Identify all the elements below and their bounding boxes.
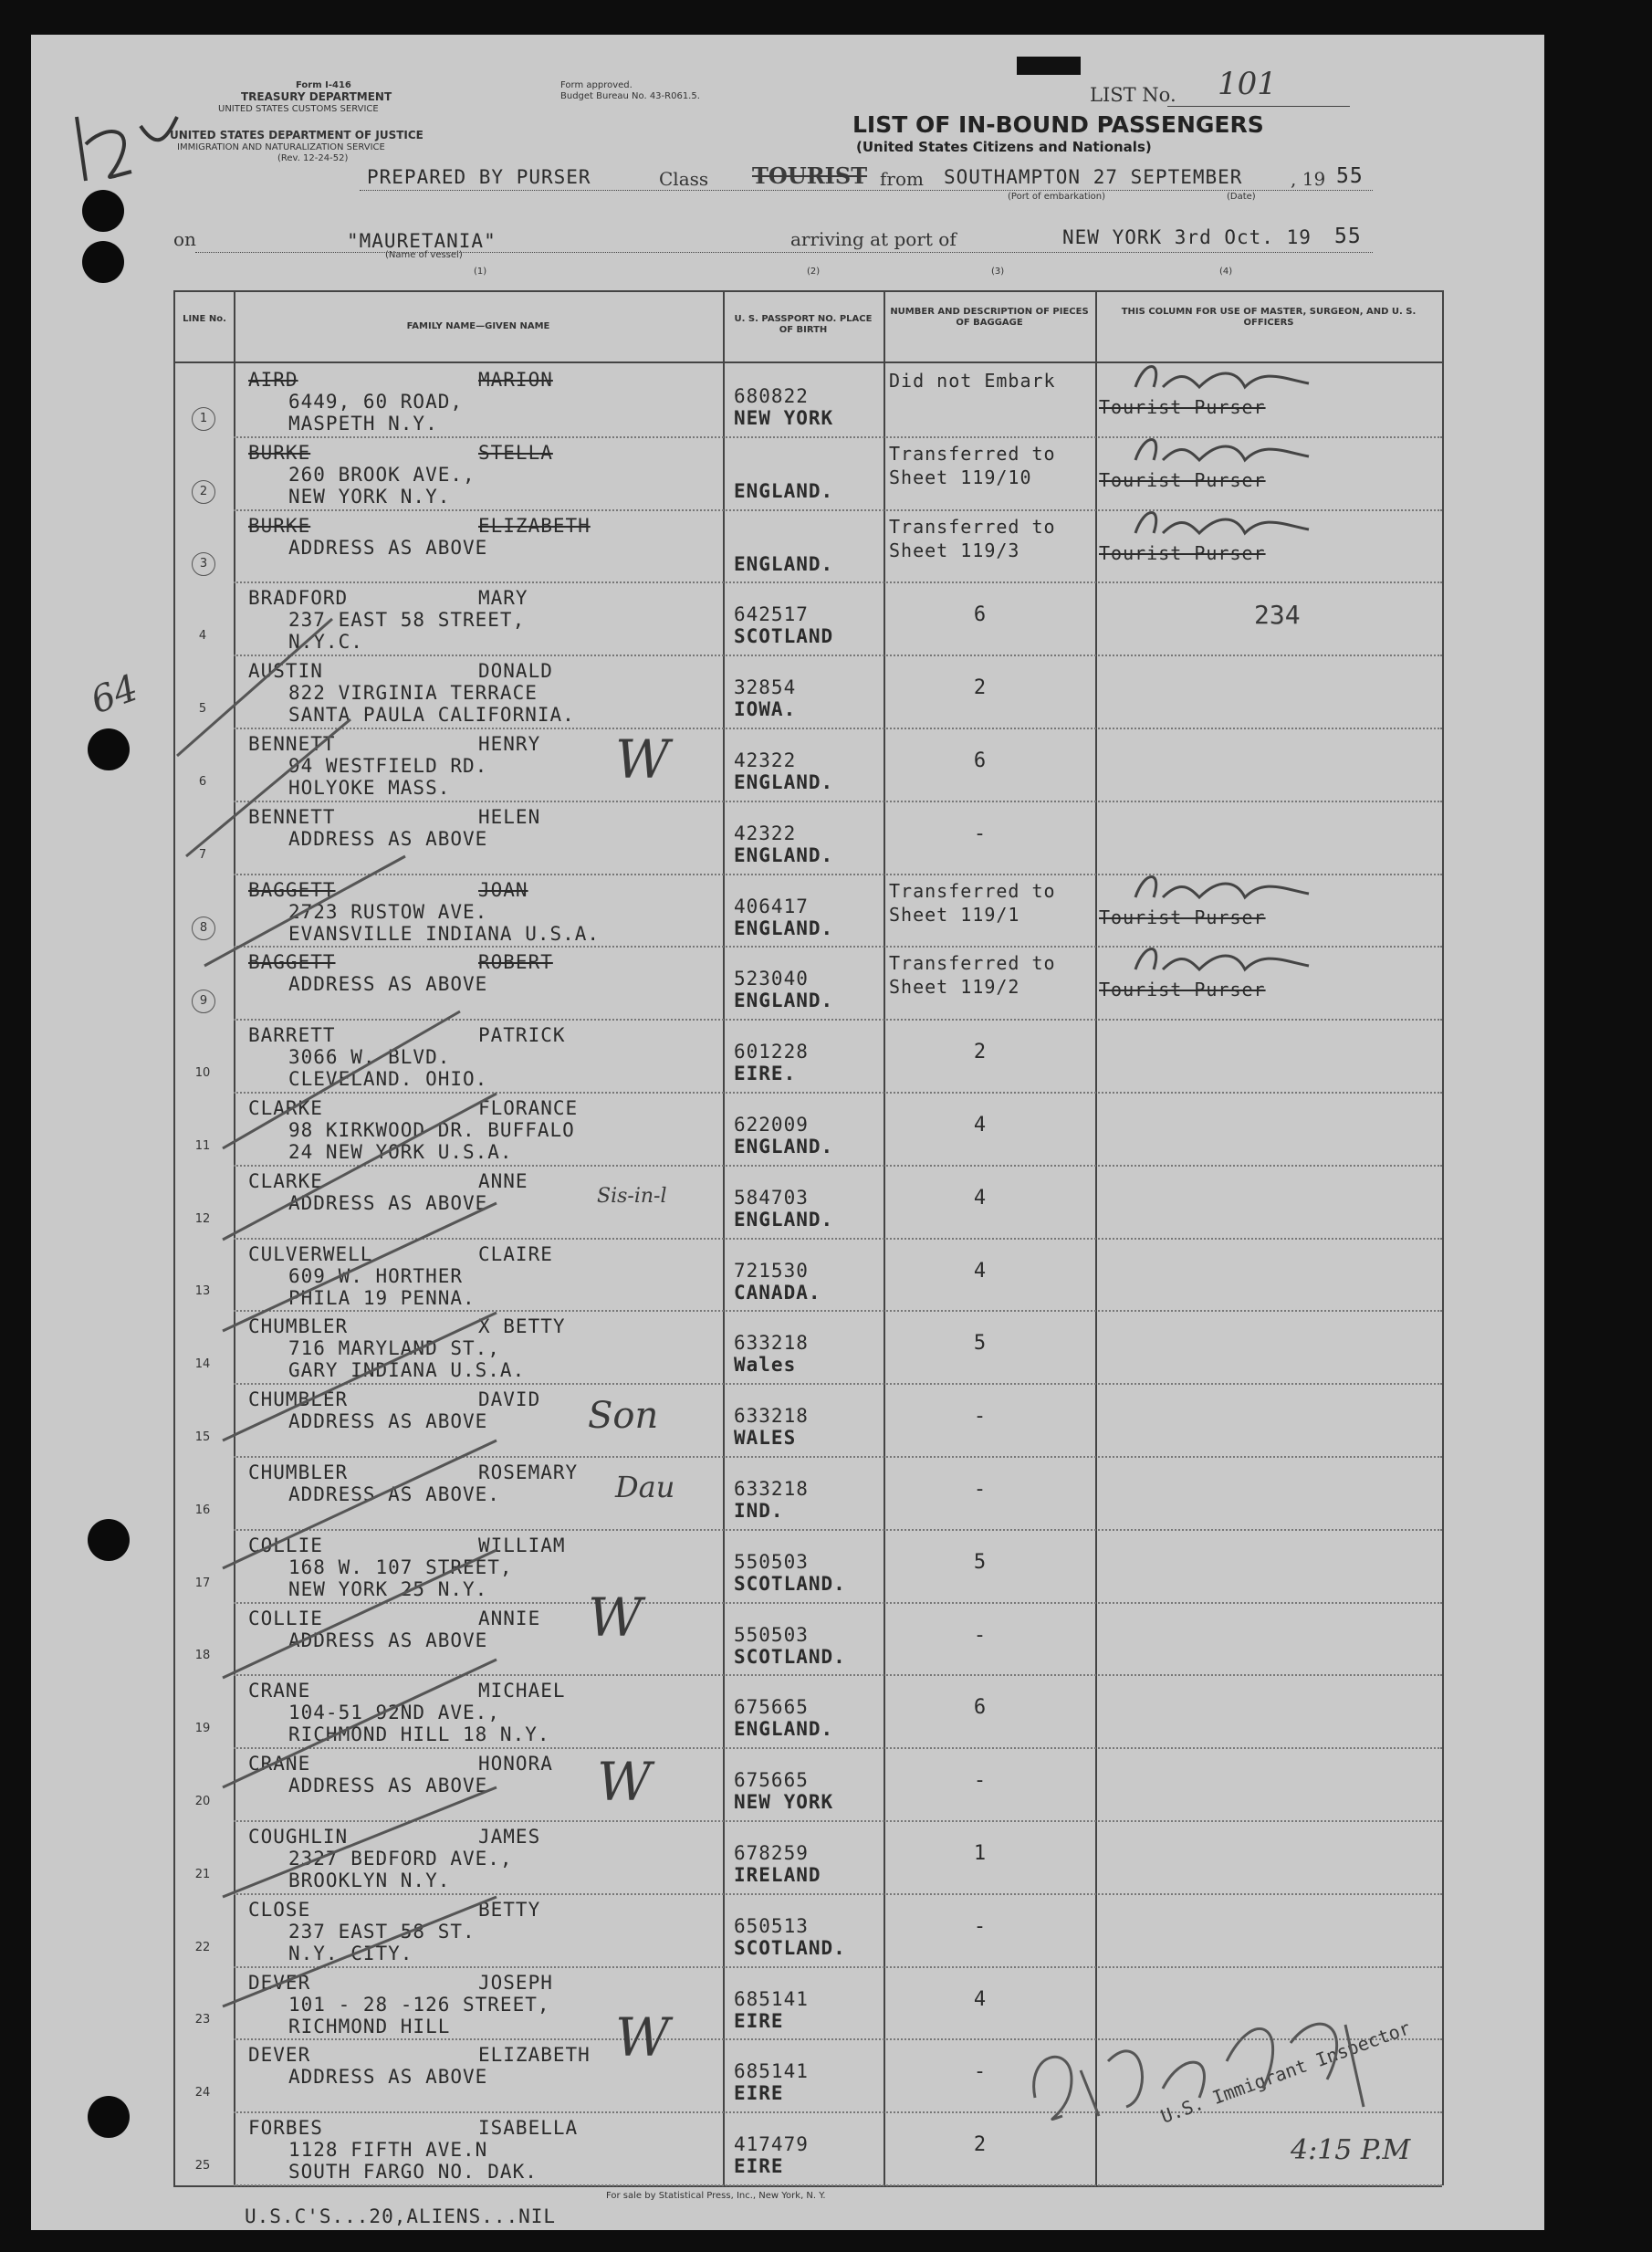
family-name: CLARKE xyxy=(248,1097,323,1119)
baggage-note: Transferred to Sheet 119/10 xyxy=(889,442,1056,488)
baggage-count: 4 xyxy=(973,1987,988,2011)
given-name: MARION xyxy=(478,369,553,391)
address-line-1: ADDRESS AS ABOVE xyxy=(288,1191,488,1214)
address-line-1: 98 KIRKWOOD DR. BUFFALO xyxy=(288,1119,575,1141)
passport-number: 417479 xyxy=(734,2133,809,2156)
baggage-count: 4 xyxy=(973,1114,988,1136)
line-number: 18 xyxy=(194,1649,211,1663)
manifest-page xyxy=(31,35,1544,2230)
line-number: 17 xyxy=(194,1576,211,1590)
baggage-note: Transferred to Sheet 119/3 xyxy=(889,515,1056,561)
given-name: ROBERT xyxy=(478,951,553,974)
from-label: from xyxy=(880,168,924,190)
address-line-1: 6449, 60 ROAD, xyxy=(288,391,464,413)
table-row xyxy=(31,438,1544,511)
family-name: BAGGETT xyxy=(248,951,336,974)
family-name: CRANE xyxy=(248,1753,311,1775)
class-value: TOURIST xyxy=(752,162,868,189)
family-name: DEVER xyxy=(248,2044,311,2067)
year-prefix: , 19 xyxy=(1291,168,1326,190)
passport-number: 622009 xyxy=(734,1114,809,1136)
passport-number: 633218 xyxy=(734,1478,809,1500)
column-header-baggage: NUMBER AND DESCRIPTION OF PIECES OF BAGGAGE xyxy=(890,307,1089,328)
dau-annotation: Dau xyxy=(615,1470,675,1504)
wife-annotation: W xyxy=(615,2006,670,2069)
inspector-stamp: U.S. Immigrant Inspector xyxy=(1157,2016,1414,2128)
given-name: ISABELLA xyxy=(478,2117,579,2140)
line-number: 8 xyxy=(192,917,215,940)
passport-number: 680822 xyxy=(734,385,809,407)
place-of-birth: EIRE xyxy=(734,2082,784,2105)
address-line-2: 24 NEW YORK U.S.A. xyxy=(288,1141,513,1163)
given-name: ANNE xyxy=(478,1169,528,1192)
place-of-birth: EIRE. xyxy=(734,1063,797,1085)
class-label: Class xyxy=(659,168,709,190)
place-of-birth: IRELAND xyxy=(734,1864,821,1886)
address-line-1: 237 EAST 58 STREET, xyxy=(288,609,526,632)
wife-annotation: W xyxy=(588,1587,643,1649)
line-number: 19 xyxy=(194,1722,211,1736)
printer-note: For sale by Statistical Press, Inc., New York, N. Y. xyxy=(606,2191,826,2201)
inspector-signature xyxy=(1017,1970,1455,2152)
line-number: 22 xyxy=(194,1940,211,1954)
wife-annotation: W xyxy=(597,1751,652,1813)
passport-number: 601228 xyxy=(734,1041,809,1063)
baggage-count: 4 xyxy=(973,1186,988,1210)
family-name: BURKE xyxy=(248,514,311,537)
passport-number: 650513 xyxy=(734,1914,809,1937)
row-separator xyxy=(234,2184,1442,2186)
line-number: 4 xyxy=(198,629,207,644)
baggage-count: 5 xyxy=(973,1332,988,1356)
officer-note: Tourist Purser xyxy=(1099,541,1266,564)
passport-number: 675665 xyxy=(734,1769,809,1792)
baggage-count: 2 xyxy=(973,2133,988,2157)
address-line-1: 822 VIRGINIA TERRACE xyxy=(288,682,538,705)
given-name: JOSEPH xyxy=(478,1971,553,1994)
address-line-1: 2723 RUSTOW AVE. xyxy=(288,900,488,923)
address-line-1: ADDRESS AS ABOVE xyxy=(288,2066,488,2089)
address-line-2: N.Y.C. xyxy=(288,631,363,654)
place-of-birth: ENGLAND. xyxy=(734,771,834,793)
address-line-2: PHILA 19 PENNA. xyxy=(288,1286,476,1309)
family-name: BENNETT xyxy=(248,805,336,828)
family-name: COLLIE xyxy=(248,1534,323,1556)
officer-note: Tourist Purser xyxy=(1099,396,1266,418)
place-of-birth: SCOTLAND. xyxy=(734,1936,846,1959)
baggage-count: 6 xyxy=(973,1696,988,1720)
address-line-1: ADDRESS AS ABOVE xyxy=(288,1629,488,1651)
column-header-officers: THIS COLUMN FOR USE OF MASTER, SURGEON, AND U. S. OFFICERS xyxy=(1121,307,1417,328)
officer-note: Tourist Purser xyxy=(1099,979,1266,1001)
son-annotation: Son xyxy=(588,1395,659,1437)
place-of-birth: SCOTLAND xyxy=(734,625,834,648)
address-line-1: ADDRESS AS ABOVE. xyxy=(288,1483,500,1505)
given-name: DAVID xyxy=(478,1388,541,1411)
baggage-count: 4 xyxy=(973,1259,988,1283)
time-annotation: 4:15 P.M xyxy=(1291,2134,1411,2166)
family-name: BAGGETT xyxy=(248,878,336,901)
place-of-birth: CANADA. xyxy=(734,1281,821,1304)
passport-number: 42322 xyxy=(734,749,797,771)
passport-number: 633218 xyxy=(734,1405,809,1428)
passport-number: 685141 xyxy=(734,1987,809,2010)
table-top-border xyxy=(173,290,1442,292)
given-name: ANNIE xyxy=(478,1607,541,1629)
family-name: FORBES xyxy=(248,2117,323,2140)
address-line-2: MASPETH N.Y. xyxy=(288,413,438,435)
given-name: HELEN xyxy=(478,805,541,828)
family-name: AIRD xyxy=(248,369,298,391)
line-number: 5 xyxy=(198,701,207,716)
passport-number: 675665 xyxy=(734,1696,809,1719)
line-number: 21 xyxy=(194,1867,211,1881)
address-line-1: ADDRESS AS ABOVE xyxy=(288,536,488,559)
address-line-2: CLEVELAND. OHIO. xyxy=(288,1068,488,1091)
given-name: X BETTY xyxy=(478,1315,566,1338)
given-name: HENRY xyxy=(478,733,541,755)
family-name: BRADFORD xyxy=(248,587,349,610)
address-line-2: GARY INDIANA U.S.A. xyxy=(288,1359,526,1382)
budget-bureau: Budget Bureau No. 43-R061.5. xyxy=(560,91,700,101)
baggage-count: - xyxy=(973,1478,988,1501)
line-number: 20 xyxy=(194,1794,211,1808)
place-of-birth: SCOTLAND. xyxy=(734,1572,846,1595)
passport-number: 721530 xyxy=(734,1259,809,1282)
line-number: 2 xyxy=(192,480,215,504)
given-name: ELIZABETH xyxy=(478,2044,591,2067)
totals: U.S.C'S...20,ALIENS...NIL xyxy=(245,2205,557,2227)
baggage-count: - xyxy=(973,2060,988,2084)
family-name: BENNETT xyxy=(248,733,336,755)
baggage-count: 2 xyxy=(973,676,988,700)
customs-service: UNITED STATES CUSTOMS SERVICE xyxy=(218,104,379,114)
family-name: CRANE xyxy=(248,1680,311,1702)
family-name: COLLIE xyxy=(248,1607,323,1629)
document-title: LIST OF IN-BOUND PASSENGERS xyxy=(852,111,1264,138)
baggage-count: 6 xyxy=(973,603,988,627)
column-header-passport: U. S. PASSPORT NO. PLACE OF BIRTH xyxy=(734,314,873,335)
place-of-birth: Wales xyxy=(734,1354,797,1377)
family-name: CLOSE xyxy=(248,1898,311,1921)
date-label: (Date) xyxy=(1227,192,1256,202)
line-number: 13 xyxy=(194,1284,211,1299)
baggage-count: 5 xyxy=(973,1550,988,1574)
family-name: BURKE xyxy=(248,441,311,464)
line-number: 9 xyxy=(192,990,215,1013)
baggage-count: - xyxy=(973,822,988,845)
place-of-birth: IOWA. xyxy=(734,698,797,721)
address-line-1: 1128 FIFTH AVE.N xyxy=(288,2139,488,2162)
line-number: 23 xyxy=(194,2013,211,2027)
address-line-1: 101 - 28 -126 STREET, xyxy=(288,1993,550,2016)
place-of-birth: ENGLAND. xyxy=(734,1136,834,1157)
list-no-value: 101 xyxy=(1218,66,1277,102)
passport-number: 678259 xyxy=(734,1842,809,1864)
address-line-1: 716 MARYLAND ST., xyxy=(288,1337,500,1360)
place-of-birth: SCOTLAND. xyxy=(734,1645,846,1668)
purser-signature xyxy=(1126,433,1327,473)
given-name: DONALD xyxy=(478,660,553,683)
baggage-note: Transferred to Sheet 119/1 xyxy=(889,879,1056,926)
col-num-1: (1) xyxy=(474,267,487,277)
column-header-name: FAMILY NAME—GIVEN NAME xyxy=(406,321,550,331)
given-name: MICHAEL xyxy=(478,1680,566,1702)
family-name: DEVER xyxy=(248,1971,311,1994)
arrival-value: NEW YORK 3rd Oct. 19 xyxy=(1062,226,1312,248)
family-name: AUSTIN xyxy=(248,660,323,683)
line-number: 16 xyxy=(194,1503,211,1517)
line-number: 1 xyxy=(192,407,215,431)
baggage-note: Transferred to Sheet 119/2 xyxy=(889,952,1056,999)
purser-signature xyxy=(1126,870,1327,910)
officer-note: Tourist Purser xyxy=(1099,906,1266,928)
address-line-1: ADDRESS AS ABOVE xyxy=(288,1775,488,1797)
officer-note: 234 xyxy=(1254,600,1301,631)
address-line-1: 3066 W. BLVD. xyxy=(288,1046,451,1069)
family-name: CLARKE xyxy=(248,1169,323,1192)
baggage-count: - xyxy=(973,1405,988,1429)
treasury-dept: TREASURY DEPARTMENT xyxy=(241,90,392,103)
line-number: 11 xyxy=(194,1138,211,1153)
purser-signature xyxy=(1126,942,1327,982)
passport-number: 550503 xyxy=(734,1550,809,1573)
given-name: HONORA xyxy=(478,1753,553,1775)
passport-number: 685141 xyxy=(734,2060,809,2083)
passport-number: 406417 xyxy=(734,895,809,917)
address-line-1: 104-51 92ND AVE., xyxy=(288,1702,500,1724)
place-of-birth: ENGLAND. xyxy=(734,843,834,866)
from-value: SOUTHAMPTON 27 SEPTEMBER xyxy=(944,166,1243,188)
passport-number: 32854 xyxy=(734,676,797,699)
line-number: 7 xyxy=(198,847,207,862)
address-line-1: ADDRESS AS ABOVE xyxy=(288,973,488,996)
place-of-birth: EIRE xyxy=(734,2009,784,2032)
given-name: FLORANCE xyxy=(478,1097,579,1119)
corner-signature xyxy=(49,89,195,199)
family-name: CHUMBLER xyxy=(248,1461,349,1483)
address-line-1: ADDRESS AS ABOVE xyxy=(288,827,488,850)
passport-number: 523040 xyxy=(734,968,809,990)
address-line-2: EVANSVILLE INDIANA U.S.A. xyxy=(288,922,601,945)
form-approved: Form approved. xyxy=(560,80,633,90)
place-of-birth: ENGLAND. xyxy=(734,1208,834,1231)
given-name: WILLIAM xyxy=(478,1534,566,1556)
given-name: CLAIRE xyxy=(478,1242,553,1265)
port-embarkation-label: (Port of embarkation) xyxy=(1008,192,1106,202)
address-line-1: 168 W. 107 STREET, xyxy=(288,1555,513,1578)
col-num-2: (2) xyxy=(807,267,821,277)
place-of-birth: ENGLAND. xyxy=(734,479,834,502)
col-num-3: (3) xyxy=(991,267,1005,277)
baggage-note: Did not Embark xyxy=(889,370,1056,392)
family-name: COUGHLIN xyxy=(248,1826,349,1848)
vessel-label: (Name of vessel) xyxy=(385,250,463,260)
on-label: on xyxy=(173,228,196,250)
from-underline xyxy=(360,190,1373,191)
address-line-2: RICHMOND HILL 18 N.Y. xyxy=(288,1723,550,1746)
passport-number: 550503 xyxy=(734,1623,809,1646)
place-of-birth: ENGLAND. xyxy=(734,990,834,1012)
revision: (Rev. 12-24-52) xyxy=(277,153,349,163)
family-name: BARRETT xyxy=(248,1024,336,1047)
place-of-birth: ENGLAND. xyxy=(734,552,834,575)
place-of-birth: EIRE xyxy=(734,2155,784,2178)
ins-service: IMMIGRATION AND NATURALIZATION SERVICE xyxy=(177,142,385,152)
address-line-2: N.Y. CITY. xyxy=(288,1942,413,1964)
year-value: 55 xyxy=(1336,164,1364,188)
address-line-1: 609 W. HORTHER xyxy=(288,1264,464,1287)
address-line-2: SANTA PAULA CALIFORNIA. xyxy=(288,704,575,727)
passport-number: 42322 xyxy=(734,822,797,844)
purser-signature xyxy=(1126,360,1327,400)
vessel-underline xyxy=(195,252,1373,253)
address-line-1: ADDRESS AS ABOVE xyxy=(288,1410,488,1433)
place-of-birth: NEW YORK xyxy=(734,407,834,429)
form-number: Form I-416 xyxy=(296,80,351,90)
table-row xyxy=(31,365,1544,438)
place-of-birth: ENGLAND. xyxy=(734,1718,834,1741)
line-number: 6 xyxy=(198,774,207,789)
address-line-1: 260 BROOK AVE., xyxy=(288,463,476,486)
place-of-birth: ENGLAND. xyxy=(734,917,834,939)
baggage-count: 1 xyxy=(973,1842,988,1865)
arrival-year: 55 xyxy=(1334,225,1362,248)
given-name: ROSEMARY xyxy=(478,1461,579,1483)
address-line-2: SOUTH FARGO NO. DAK. xyxy=(288,2161,538,2184)
address-line-2: BROOKLYN N.Y. xyxy=(288,1870,451,1891)
address-line-2: RICHMOND HILL xyxy=(288,2015,451,2037)
line-number: 25 xyxy=(194,2158,211,2173)
purser-signature xyxy=(1126,506,1327,546)
line-number: 3 xyxy=(192,552,215,576)
line-number: 12 xyxy=(194,1211,211,1226)
address-line-1: 94 WESTFIELD RD. xyxy=(288,755,488,777)
given-name: ELIZABETH xyxy=(478,514,591,537)
line-number: 14 xyxy=(194,1357,211,1372)
given-name: BETTY xyxy=(478,1898,541,1921)
table-row xyxy=(31,511,1544,584)
baggage-count: - xyxy=(973,1914,988,1938)
place-of-birth: WALES xyxy=(734,1427,797,1450)
baggage-count: - xyxy=(973,1769,988,1793)
column-header-line: LINE No. xyxy=(183,314,226,324)
list-no-underline xyxy=(1167,106,1350,107)
address-line-2: NEW YORK 25 N.Y. xyxy=(288,1577,488,1600)
vessel-name: "MAURETANIA" xyxy=(347,230,497,252)
line-number: 10 xyxy=(194,1065,211,1080)
passport-number: 633218 xyxy=(734,1332,809,1355)
given-name: JOAN xyxy=(478,878,528,901)
address-line-2: NEW YORK N.Y. xyxy=(288,485,451,508)
family-name: CHUMBLER xyxy=(248,1388,349,1411)
place-of-birth: NEW YORK xyxy=(734,1791,834,1814)
given-name: STELLA xyxy=(478,441,553,464)
prepared-by: PREPARED BY PURSER xyxy=(367,166,591,188)
baggage-count: 6 xyxy=(973,749,988,772)
margin-number: 64 xyxy=(85,666,144,723)
given-name: PATRICK xyxy=(478,1024,566,1047)
passport-number: 584703 xyxy=(734,1186,809,1209)
baggage-count: - xyxy=(973,1623,988,1647)
sis-annotation: Sis-in-l xyxy=(597,1185,667,1208)
family-name: CULVERWELL xyxy=(248,1242,373,1265)
punch-hole xyxy=(82,241,124,283)
given-name: MARY xyxy=(478,587,528,610)
address-line-1: 2327 BEDFORD AVE., xyxy=(288,1848,513,1870)
justice-dept: UNITED STATES DEPARTMENT OF JUSTICE xyxy=(170,129,423,141)
given-name: JAMES xyxy=(478,1826,541,1848)
address-line-2: HOLYOKE MASS. xyxy=(288,777,451,799)
check-marks xyxy=(168,582,643,2043)
arriving-label: arriving at port of xyxy=(790,228,957,250)
col-num-4: (4) xyxy=(1219,267,1233,277)
family-name: CHUMBLER xyxy=(248,1315,349,1338)
line-number: 15 xyxy=(194,1430,211,1444)
address-line-1: 237 EAST 58 ST. xyxy=(288,1920,476,1943)
place-of-birth: IND. xyxy=(734,1500,784,1522)
officer-note: Tourist Purser xyxy=(1099,468,1266,491)
passport-number: 642517 xyxy=(734,603,809,626)
document-subtitle: (United States Citizens and Nationals) xyxy=(856,139,1152,155)
baggage-count: 2 xyxy=(973,1041,988,1064)
wife-annotation: W xyxy=(615,728,670,791)
redaction-bar xyxy=(1017,57,1081,75)
line-number: 24 xyxy=(194,2086,211,2100)
list-no-label: LIST No. xyxy=(1090,84,1176,106)
